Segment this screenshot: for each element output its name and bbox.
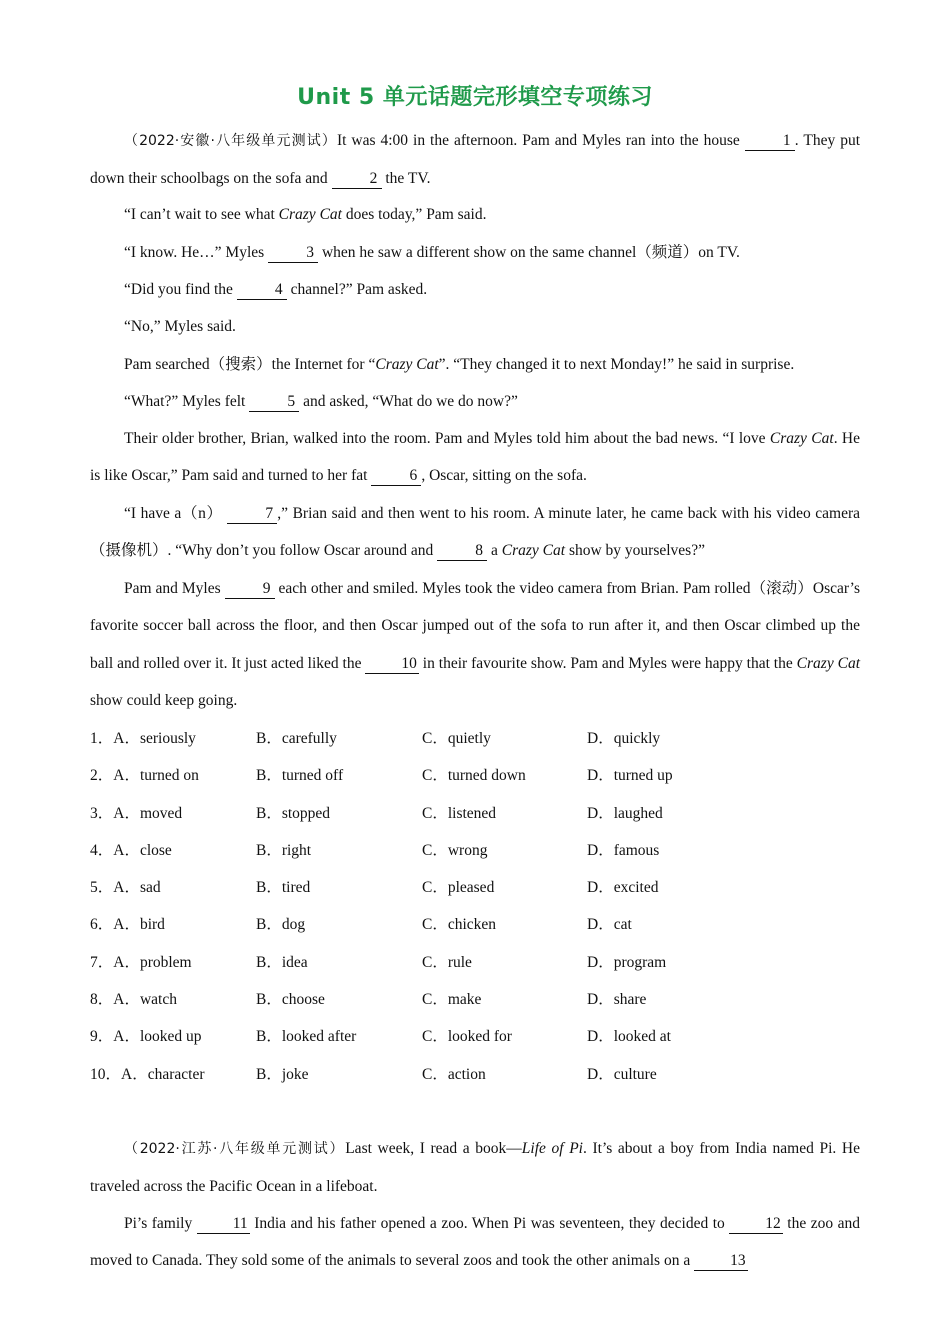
passage1-paragraph-2: “I can’t wait to see what Crazy Cat does today,” Pam said. — [124, 206, 487, 223]
passage1-paragraph-9: “I have a（n） 7 ,” Brian said and then went to his room. A minute later, he came back with his video camera（摄像机）. “Why don’t you follow Oscar around and 8 a Crazy Cat show by yourselves?” — [90, 505, 860, 560]
question-row: 3．A．moved B．stopped C．listened D．laughed — [90, 804, 663, 822]
blank-12[interactable]: 12 — [729, 1215, 783, 1234]
page-title: Unit 5 单元话题完形填空专项练习 — [297, 85, 653, 110]
question-row: 9．A．looked up B．looked after C．looked for D．looked at — [90, 1028, 671, 1046]
blank-5[interactable]: 5 — [249, 393, 299, 412]
passage1-paragraph-3: “I know. He…” Myles 3 when he saw a different show on the same channel（频道）on TV. — [124, 244, 740, 261]
blank-8[interactable]: 8 — [437, 542, 487, 561]
blank-9[interactable]: 9 — [225, 580, 275, 599]
source-label: （2022·江苏·八年级单元测试） — [124, 1141, 346, 1157]
passage1-paragraph-4: “Did you find the 4 channel?” Pam asked. — [124, 281, 428, 298]
passage1-paragraph-8: Their older brother, Brian, walked into the room. Pam and Myles told him about the bad news. “I love Crazy Cat. He is like Oscar,” Pam said and turned to her fat 6 , Oscar, sitting on the sofa. — [90, 430, 860, 485]
blank-10[interactable]: 10 — [365, 655, 419, 674]
blank-11[interactable]: 11 — [197, 1215, 250, 1234]
question-row: 4．A．close B．right C．wrong D．famous — [90, 841, 660, 859]
passage1-paragraph-5: “No,” Myles said. — [124, 318, 236, 335]
question-row: 1．A．seriously B．carefully C．quietly D．quickly — [90, 730, 661, 747]
question-row: 10．A．character B．joke C．action D．culture — [90, 1065, 657, 1083]
blank-2[interactable]: 2 — [332, 170, 382, 189]
passage1-paragraph-6: Pam searched（搜索）the Internet for “Crazy Cat”. “They changed it to next Monday!” he said in surprise. — [124, 356, 795, 373]
blank-1[interactable]: 1 — [745, 132, 795, 151]
passage1-paragraph-1: （2022·安徽·八年级单元测试）It was 4:00 in the afternoon. Pam and Myles ran into the house 1 . They put down their schoolbags on the sofa and 2 the TV. — [90, 132, 861, 188]
question-row: 7．A．problem B．idea C．rule D．program — [90, 953, 667, 971]
blank-13[interactable]: 13 — [694, 1252, 748, 1271]
options-list — [90, 720, 860, 1093]
source-label: （2022·安徽·八年级单元测试） — [124, 133, 337, 149]
passage1-paragraph-10: Pam and Myles 9 each other and smiled. Myles took the video camera from Brian. Pam rolled（滚动）Oscar’s favorite soccer ball across the floor, and then Oscar jumped out of the sofa to run after it, and then Oscar climbed up the ball and rolled over it. It just acted liked the 10 in their favourite show. Pam and Myles were happy that the Crazy Cat show could keep going. — [90, 580, 861, 709]
passage2-paragraph-2: Pi’s family 11 India and his father opened a zoo. When Pi was seventeen, they decided to 12 the zoo and moved to Canada. They sold some of the animals to several zoos and took the other animals on a 13 — [90, 1215, 861, 1270]
question-row: 6．A．bird B．dog C．chicken D．cat — [90, 916, 632, 934]
blank-3[interactable]: 3 — [268, 244, 318, 263]
passage2-paragraph-1: （2022·江苏·八年级单元测试）Last week, I read a book—Life of Pi. It’s about a boy from India named Pi. He traveled across the Pacific Ocean in a lifeboat. — [90, 1140, 860, 1196]
blank-6[interactable]: 6 — [371, 467, 421, 486]
question-row: 5．A．sad B．tired C．pleased D．excited — [90, 879, 659, 897]
blank-4[interactable]: 4 — [237, 281, 287, 300]
blank-7[interactable]: 7 — [227, 505, 277, 524]
question-row: 8．A．watch B．choose C．make D．share — [90, 991, 647, 1009]
question-row: 2．A．turned on B．turned off C．turned down D．turned up — [90, 767, 673, 785]
passage1-paragraph-7: “What?” Myles felt 5 and asked, “What do we do now?” — [124, 393, 518, 410]
